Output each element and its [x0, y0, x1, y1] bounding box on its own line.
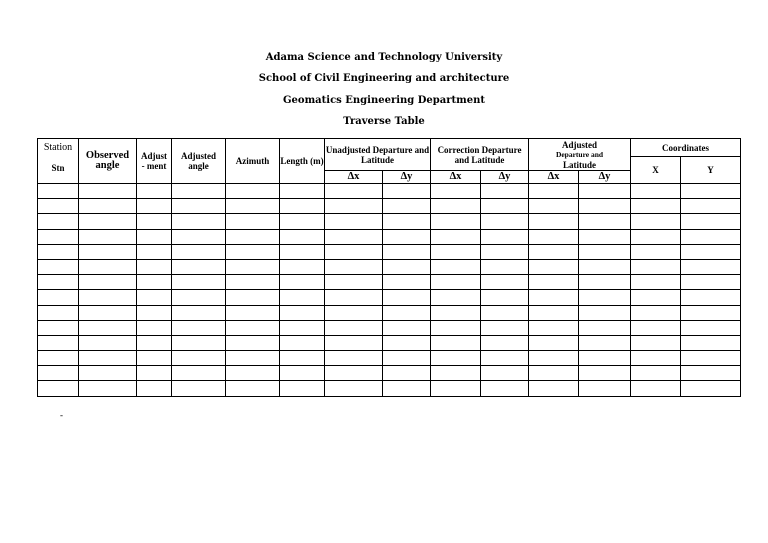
school-name: School of Civil Engineering and architecture [258, 73, 510, 84]
table-cell [681, 275, 741, 290]
table-cell [529, 214, 579, 229]
table-cell [383, 381, 431, 396]
table-cell [481, 214, 529, 229]
table-cell [226, 184, 280, 199]
table-row [38, 199, 741, 214]
table-cell [631, 335, 681, 350]
table-cell [325, 320, 383, 335]
table-cell [137, 275, 172, 290]
table-cell [172, 335, 226, 350]
table-cell [280, 381, 325, 396]
table-cell [79, 381, 137, 396]
table-cell [226, 199, 280, 214]
table-cell [681, 199, 741, 214]
table-cell [481, 305, 529, 320]
table-cell [681, 366, 741, 381]
table-cell [579, 214, 631, 229]
table-cell [38, 199, 79, 214]
table-cell [172, 199, 226, 214]
table-cell [681, 335, 741, 350]
table-cell [579, 184, 631, 199]
table-cell [579, 259, 631, 274]
table-cell [79, 290, 137, 305]
table-cell [325, 259, 383, 274]
table-cell [383, 320, 431, 335]
table-cell [325, 199, 383, 214]
table-cell [325, 244, 383, 259]
table-cell [79, 320, 137, 335]
table-cell [79, 184, 137, 199]
table-cell [280, 184, 325, 199]
table-cell [137, 229, 172, 244]
table-cell [529, 229, 579, 244]
unadjusted-header: Unadjusted Departure and Latitude [325, 139, 431, 171]
table-row [38, 335, 741, 350]
table-cell [383, 275, 431, 290]
table-cell [431, 381, 481, 396]
adjustment-label-2: - ment [141, 161, 167, 171]
table-cell [681, 214, 741, 229]
department-name: Geomatics Engineering Department [283, 95, 485, 106]
table-cell [226, 290, 280, 305]
table-cell [631, 259, 681, 274]
table-cell [137, 351, 172, 366]
table-cell [579, 305, 631, 320]
table-cell [529, 381, 579, 396]
table-cell [38, 351, 79, 366]
table-cell [226, 229, 280, 244]
table-cell [383, 229, 431, 244]
table-cell [38, 184, 79, 199]
table-cell [481, 244, 529, 259]
table-cell [681, 184, 741, 199]
table-cell [79, 214, 137, 229]
table-cell [325, 381, 383, 396]
length-header: Length (m) [280, 139, 325, 184]
adjusted-label-1: Adjusted [562, 139, 598, 150]
table-title: Traverse Table [343, 116, 425, 127]
table-cell [631, 229, 681, 244]
university-name: Adama Science and Technology University [265, 52, 503, 63]
table-cell [529, 275, 579, 290]
table-cell [681, 305, 741, 320]
table-cell [431, 305, 481, 320]
table-cell [481, 366, 529, 381]
table-cell [280, 305, 325, 320]
adjusted-angle-header: Adjusted angle [172, 139, 226, 184]
table-cell [481, 335, 529, 350]
table-cell [325, 335, 383, 350]
table-cell [431, 275, 481, 290]
station-label: Station [43, 142, 73, 153]
table-cell [481, 259, 529, 274]
table-cell [79, 351, 137, 366]
table-cell [137, 214, 172, 229]
correction-header: Correction Departure and Latitude [431, 139, 529, 171]
table-cell [681, 351, 741, 366]
adjusted-dx-header: Δx [529, 171, 579, 184]
table-cell [38, 290, 79, 305]
table-cell [38, 335, 79, 350]
table-cell [226, 381, 280, 396]
table-cell [431, 290, 481, 305]
table-cell [579, 351, 631, 366]
table-cell [579, 366, 631, 381]
table-cell [579, 275, 631, 290]
stn-label: Stn [51, 163, 65, 173]
adjusted-label-3: Latitude [563, 159, 597, 170]
table-cell [431, 214, 481, 229]
table-body [38, 184, 741, 397]
table-row [38, 290, 741, 305]
table-cell [529, 244, 579, 259]
footer-mark: - [60, 410, 63, 420]
table-cell [172, 259, 226, 274]
table-cell [172, 320, 226, 335]
table-row [38, 305, 741, 320]
table-cell [38, 381, 79, 396]
unadjusted-dy-header: Δy [383, 171, 431, 184]
table-cell [137, 366, 172, 381]
table-row [38, 366, 741, 381]
table-cell [383, 214, 431, 229]
table-cell [631, 366, 681, 381]
table-cell [280, 199, 325, 214]
table-cell [280, 214, 325, 229]
table-cell [481, 290, 529, 305]
table-cell [325, 275, 383, 290]
table-cell [38, 214, 79, 229]
table-cell [481, 229, 529, 244]
traverse-table [37, 138, 741, 397]
table-cell [631, 290, 681, 305]
table-cell [38, 229, 79, 244]
correction-dx-header: Δx [431, 171, 481, 184]
table-cell [631, 244, 681, 259]
table-cell [481, 199, 529, 214]
table-cell [325, 184, 383, 199]
table-cell [481, 320, 529, 335]
table-cell [79, 275, 137, 290]
table-row [38, 244, 741, 259]
table-cell [172, 305, 226, 320]
station-header [38, 139, 79, 184]
table-cell [38, 259, 79, 274]
table-cell [137, 305, 172, 320]
table-cell [38, 244, 79, 259]
y-header: Y [681, 157, 741, 184]
table-cell [681, 290, 741, 305]
table-cell [325, 214, 383, 229]
table-cell [681, 320, 741, 335]
table-cell [579, 290, 631, 305]
table-cell [137, 290, 172, 305]
table-cell [280, 351, 325, 366]
x-header: X [631, 157, 681, 184]
table-cell [431, 366, 481, 381]
table-cell [579, 199, 631, 214]
table-cell [383, 259, 431, 274]
table-row [38, 381, 741, 396]
table-cell [325, 290, 383, 305]
table-cell [172, 290, 226, 305]
table-cell [529, 184, 579, 199]
table-cell [172, 229, 226, 244]
table-cell [137, 335, 172, 350]
table-cell [226, 259, 280, 274]
table-cell [172, 351, 226, 366]
table-cell [325, 229, 383, 244]
observed-angle-header: Observed angle [79, 139, 137, 184]
table-cell [280, 290, 325, 305]
table-cell [79, 259, 137, 274]
table-cell [431, 199, 481, 214]
table-cell [681, 381, 741, 396]
table-cell [280, 244, 325, 259]
table-cell [631, 320, 681, 335]
table-cell [383, 184, 431, 199]
table-cell [481, 351, 529, 366]
table-cell [579, 335, 631, 350]
table-cell [226, 320, 280, 335]
table-cell [681, 244, 741, 259]
correction-dy-header: Δy [481, 171, 529, 184]
table-cell [383, 335, 431, 350]
table-cell [529, 320, 579, 335]
table-cell [226, 351, 280, 366]
table-cell [481, 275, 529, 290]
table-cell [481, 381, 529, 396]
table-cell [226, 366, 280, 381]
table-cell [79, 366, 137, 381]
table-row [38, 320, 741, 335]
table-cell [529, 366, 579, 381]
table-cell [325, 305, 383, 320]
table-cell [383, 305, 431, 320]
table-cell [579, 229, 631, 244]
table-cell [38, 320, 79, 335]
table-cell [383, 244, 431, 259]
table-cell [431, 229, 481, 244]
table-cell [79, 305, 137, 320]
table-row [38, 351, 741, 366]
table-row [38, 275, 741, 290]
table-cell [226, 244, 280, 259]
table-cell [529, 305, 579, 320]
table-cell [431, 259, 481, 274]
table-cell [529, 351, 579, 366]
table-row [38, 259, 741, 274]
adjusted-header [529, 139, 631, 171]
table-cell [38, 366, 79, 381]
table-cell [631, 351, 681, 366]
table-cell [280, 275, 325, 290]
table-cell [137, 320, 172, 335]
table-cell [172, 366, 226, 381]
table-cell [137, 244, 172, 259]
table-cell [631, 381, 681, 396]
table-cell [280, 259, 325, 274]
table-cell [529, 259, 579, 274]
table-row [38, 184, 741, 199]
table-cell [79, 229, 137, 244]
table-cell [172, 184, 226, 199]
table-cell [529, 290, 579, 305]
table-cell [529, 335, 579, 350]
unadjusted-dx-header: Δx [325, 171, 383, 184]
table-cell [79, 244, 137, 259]
table-cell [431, 184, 481, 199]
table-cell [137, 199, 172, 214]
table-cell [631, 305, 681, 320]
table-cell [579, 244, 631, 259]
table-cell [325, 351, 383, 366]
table-cell [137, 184, 172, 199]
table-cell [280, 229, 325, 244]
table-cell [79, 199, 137, 214]
coordinates-header: Coordinates [631, 139, 741, 157]
table-cell [226, 305, 280, 320]
table-cell [431, 244, 481, 259]
table-cell [431, 335, 481, 350]
table-cell [383, 290, 431, 305]
table-cell [681, 259, 741, 274]
table-cell [226, 214, 280, 229]
table-cell [38, 305, 79, 320]
table-cell [137, 381, 172, 396]
table-cell [383, 351, 431, 366]
table-cell [280, 366, 325, 381]
adjusted-label-2: Departure and [555, 149, 604, 159]
table-cell [383, 199, 431, 214]
table-cell [137, 259, 172, 274]
adjusted-dy-header: Δy [579, 171, 631, 184]
table-cell [226, 335, 280, 350]
table-cell [280, 335, 325, 350]
table-cell [38, 275, 79, 290]
table-cell [280, 320, 325, 335]
table-cell [631, 275, 681, 290]
table-cell [383, 366, 431, 381]
table-cell [481, 184, 529, 199]
table-cell [172, 381, 226, 396]
table-cell [431, 320, 481, 335]
table-row [38, 229, 741, 244]
table-cell [631, 184, 681, 199]
adjustment-label-1: Adjust [140, 151, 167, 161]
table-cell [226, 275, 280, 290]
adjustment-header [137, 139, 172, 184]
azimuth-header: Azimuth [226, 139, 280, 184]
table-cell [631, 199, 681, 214]
table-cell [631, 214, 681, 229]
table-cell [172, 244, 226, 259]
table-cell [579, 320, 631, 335]
table-cell [579, 381, 631, 396]
table-cell [431, 351, 481, 366]
table-cell [325, 366, 383, 381]
table-cell [79, 335, 137, 350]
table-cell [681, 229, 741, 244]
table-cell [529, 199, 579, 214]
table-cell [172, 275, 226, 290]
table-cell [172, 214, 226, 229]
table-row [38, 214, 741, 229]
